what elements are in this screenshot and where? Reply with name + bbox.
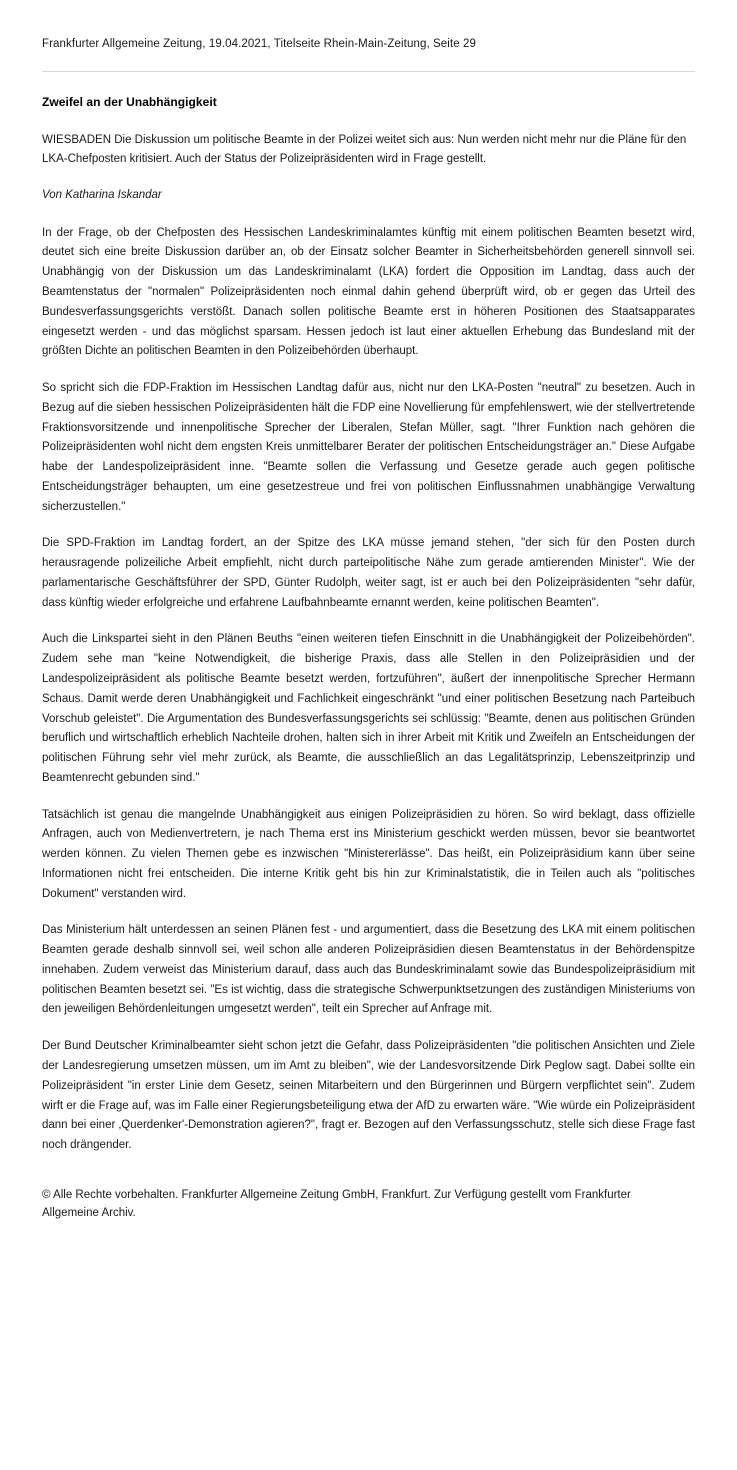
article-lead: WIESBADEN Die Diskussion um politische Beamte in der Polizei weitet sich aus: Nun werden nicht mehr nur die Pläne für den LKA-Chefposten kritisiert. Auch der Status der Polizeipräsidenten wird in Frage gestellt.: [42, 134, 687, 165]
body-paragraph: Tatsächlich ist genau die mangelnde Unabhängigkeit aus einigen Polizeipräsidien zu hören. So wird beklagt, dass offizielle Anfragen, auch von Medienvertretern, je nach Thema erst ins Ministerium geschickt werden müssen, bevor sie beantwortet werden können. Zu vielen Themen gebe es inzwischen "Ministererlässe". Das heißt, ein Polizeipräsidium kann über seine Informationen nicht frei entscheiden. Die interne Kritik geht bis hin zur Kriminalstatistik, die in Teilen auch als "politisches Dokument" verstanden wird.: [42, 808, 695, 900]
body-paragraph: So spricht sich die FDP-Fraktion im Hessischen Landtag dafür aus, nicht nur den LKA-Posten "neutral" zu besetzen. Auch in Bezug auf die sieben hessischen Polizeipräsidenten hält die FDP eine Novellierung für empfehlenswert, wie der stellvertretende Fraktionsvorsitzende und innenpolitische Sprecher der Liberalen, Stefan Müller, sagt. "Ihrer Funktion nach gehören die Polizeipräsidenten wohl nicht dem engsten Kreis unmittelbarer Berater der politischen Entscheidungsträger an." Diese Aufgabe habe der Landespolizeipräsident inne. "Beamte sollen die Verfassung und Gesetze gerade auch gegen politische Entscheidungsträger behaupten, um eine gesetzestreue und frei von politischen Einflussnahmen unabhängige Verwaltung sicherzustellen.": [42, 382, 695, 513]
article-headline: Zweifel an der Unabhängigkeit: [42, 95, 217, 110]
body-paragraph: Der Bund Deutscher Kriminalbeamter sieht schon jetzt die Gefahr, dass Polizeipräsidenten "die politischen Ansichten und Ziele der Landesregierung umsetzen müssen, um im Amt zu bleiben", wie der Landesvorsitzende Dirk Peglow sagt. Dabei sollte ein Polizeipräsident "in erster Linie dem Gesetz, seinen Mitarbeitern und den Bürgerinnen und Bürgern verpflichtet sein". Zudem wirft er die Frage auf, was im Falle einer Regierungsbeteiligung etwa der AfD zu erwarten wäre. "Wie würde ein Polizeipräsident dann bei einer ‚Querdenker'-Demonstration agieren?", fragt er. Bezogen auf den Verfassungsschutz, stelle sich diese Frage fast noch drängender.: [42, 1040, 695, 1152]
body-paragraph: Auch die Linkspartei sieht in den Plänen Beuths "einen weiteren tiefen Einschnitt in die Unabhängigkeit der Polizeibehörden". Zudem sehe man "keine Notwendigkeit, die bisherige Praxis, dass alle Stellen in den Polizeipräsidien und der Landespolizeipräsident als politische Beamte besetzt werden, fortzuführen", äußert der innenpolitische Sprecher Hermann Schaus. Damit werde deren Unabhängigkeit und Fachlichkeit eingeschränkt "und einer politischen Besetzung nach Parteibuch Vorschub geleistet". Die Argumentation des Bundesverfassungsgerichts sei schlüssig: "Beamte, denen aus politischen Gründen beruflich und wirtschaftlich erheblich Nachteile drohen, halten sich in ihrer Arbeit mit Kritik und Zweifeln an Entscheidungen der politischen Führung sehr viel mehr zurück, als Beamte, die ausschließlich an das Legalitätsprinzip, Lebenszeitprinzip und Beamtenrecht gebunden sind.": [42, 633, 695, 784]
article-byline: Von Katharina Iskandar: [42, 189, 162, 202]
body-paragraph: In der Frage, ob der Chefposten des Hessischen Landeskriminalamtes künftig mit einem politischen Beamten besetzt wird, deutet sich eine breite Diskussion darüber an, ob der Einsatz solcher Beamter in Sicherheitsbehörden generell sinnvoll sei. Unabhängig von der Diskussion um das Landeskriminalamt (LKA) fordert die Opposition im Landtag, dass auch der Beamtenstatus der "normalen" Polizeipräsidenten noch einmal dahin gehend überprüft wird, ob er gegen das Urteil des Bundesverfassungsgerichts verstößt. Danach sollen politische Beamte erst in höheren Positionen des Staatsapparates eingesetzt werden - und das möglichst sparsam. Hessen jedoch ist laut einer aktuellen Erhebung das Bundesland mit der größten Dichte an politischen Beamten in den Polizeibehörden überhaupt.: [42, 226, 695, 358]
header-divider: [42, 71, 695, 72]
copyright-notice: © Alle Rechte vorbehalten. Frankfurter Allgemeine Zeitung GmbH, Frankfurt. Zur Verfügung gestellt vom Frankfurter Allgemeine Archiv.: [42, 1188, 631, 1220]
source-publication-line: Frankfurter Allgemeine Zeitung, 19.04.2021, Titelseite Rhein-Main-Zeitung, Seite 29: [42, 38, 477, 50]
article-body: [42, 224, 695, 1156]
body-paragraph: Das Ministerium hält unterdessen an seinen Plänen fest - und argumentiert, dass die Besetzung des LKA mit einem politischen Beamten gerade deshalb sinnvoll sei, weil schon alle anderen Polizeipräsidien diesen Beamtenstatus in der Behördenspitze innehaben. Zudem verweist das Ministerium darauf, dass auch das Bundeskriminalamt sowie das Bundespolizeipräsidium mit politischen Beamten besetzt sei. "Es ist wichtig, dass die strategische Schwerpunktsetzungen des zuständigen Ministeriums von den jeweiligen Behördenleitungen umgesetzt werden", teilt ein Sprecher auf Anfrage mit.: [42, 924, 695, 1016]
body-paragraph: Die SPD-Fraktion im Landtag fordert, an der Spitze des LKA müsse jemand stehen, "der sich für den Posten durch herausragende polizeiliche Arbeit empfiehlt, nicht durch parteipolitische Nähe zum gerade amtierenden Minister". Wie der parlamentarische Geschäftsführer der SPD, Günter Rudolph, weiter sagt, ist er auch bei den Polizeipräsidenten "sehr dafür, dass künftig wieder erfolgreiche und erfahrene Laufbahnbeamte ernannt werden, keine politischen Beamten".: [42, 537, 695, 609]
